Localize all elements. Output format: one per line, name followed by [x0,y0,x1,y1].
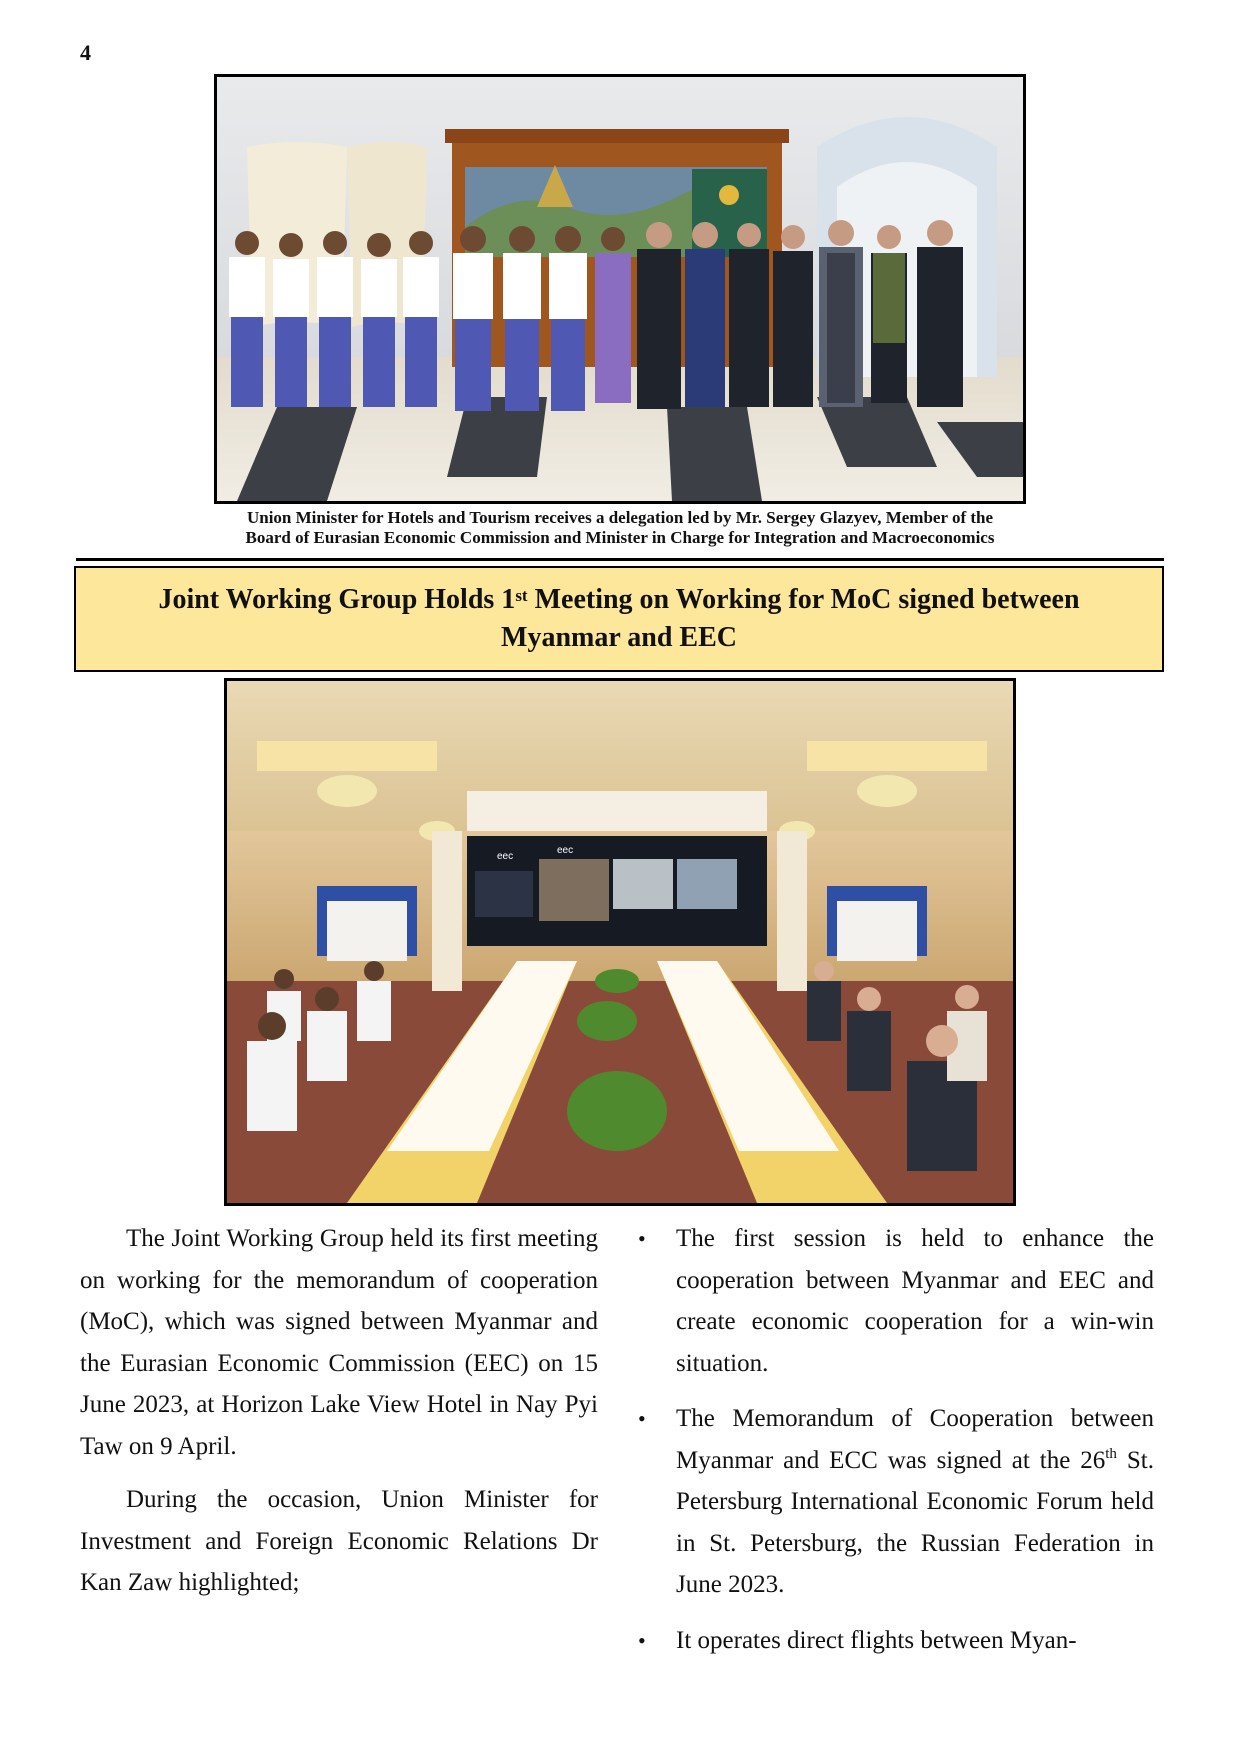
highlight-item-3 [636,1620,1154,1662]
group-photo [214,74,1026,504]
photo-caption [120,508,1120,548]
page-number: 4 [80,40,91,65]
article-left-column [80,1218,598,1616]
headline-line-1 [158,581,1079,619]
headline-part2: Meeting on Working for MoC signed between [527,584,1080,615]
article-right-column [636,1218,1154,1675]
group-photo-illustration [217,77,1023,501]
highlight-sup: th [1105,1445,1117,1462]
headline-line-2: Myanmar and EEC [501,622,737,653]
screen-logo-1: eec [497,851,514,862]
bullet-icon: • [638,1226,646,1251]
highlight-text-2b: St. Petersburg International Economic Forum held in St. Petersburg, the Russian Federation in June 2023. [676,1446,1154,1598]
article-paragraph-1: The Joint Working Group held its first meeting on working for the memorandum of cooperation (MoC), which was signed between Myanmar and the Eurasian Economic Commission (EEC) on 15 June 2023, at Horizon Lake View Hotel in Nay Pyi Taw on 9 April. [80,1225,598,1460]
bullet-icon: • [638,1627,646,1653]
meeting-photo [224,678,1016,1206]
bullet-icon: • [638,1406,646,1431]
headline-box [74,566,1164,672]
caption-line-2: Board of Eurasian Economic Commission and Minister in Charge for Integration and Macroeconomics [245,528,995,547]
highlights-list [636,1218,1154,1661]
caption-line-1: Union Minister for Hotels and Tourism receives a delegation led by Mr. Sergey Glazyev, Member of the [246,508,994,527]
highlight-text-3: It operates direct flights between Myan- [676,1626,1077,1654]
highlight-item-2 [636,1398,1154,1606]
highlight-item-1 [636,1218,1154,1384]
highlight-text-2a: The Memorandum of Cooperation between Myanmar and ECC was signed at the 26 [676,1405,1154,1474]
meeting-photo-illustration [227,681,1013,1203]
section-divider [76,558,1164,561]
article-paragraph-2: During the occasion, Union Minister for Investment and Foreign Economic Relations Dr Kan Zaw highlighted; [80,1486,598,1596]
headline-sup: st [515,586,528,605]
screen-logo-2: eec [557,845,574,856]
highlight-text-1: The first session is held to enhance the cooperation between Myanmar and EEC and create economic cooperation for a win-win situation. [676,1225,1154,1377]
headline-part1: Joint Working Group Holds 1 [158,584,516,615]
